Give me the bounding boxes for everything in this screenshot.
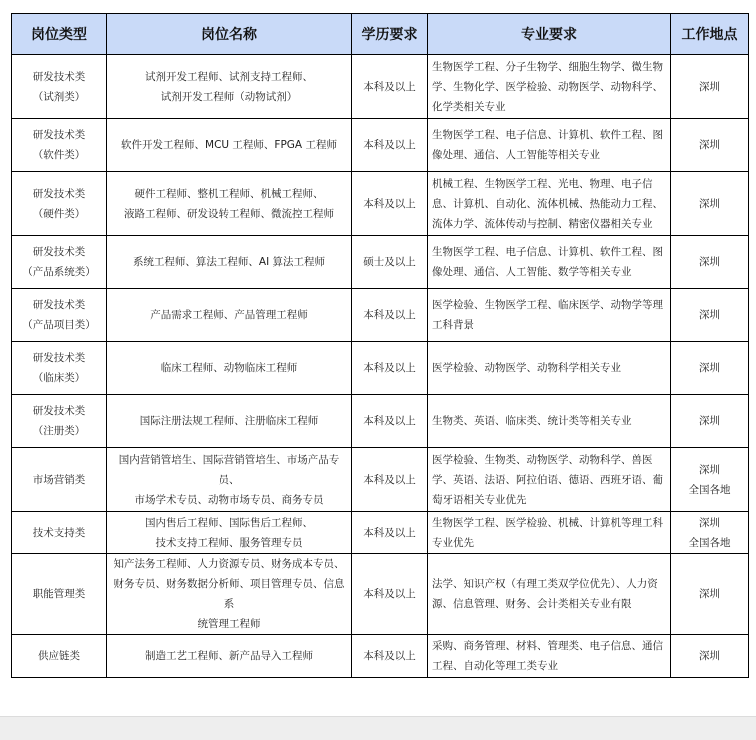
cell-education: 本科及以上 bbox=[352, 342, 428, 395]
table-row bbox=[12, 635, 749, 678]
cell-job-type-line: （软件类） bbox=[32, 149, 86, 161]
cell-major-line: 专业优先 bbox=[432, 536, 474, 549]
cell-job-name-line: 国内营销管培生、国际营销管培生、市场产品专员、 bbox=[118, 453, 340, 486]
cell-education: 本科及以上 bbox=[352, 289, 428, 342]
bottom-scroll-bar[interactable] bbox=[0, 716, 756, 740]
cell-job-type bbox=[12, 448, 107, 512]
cell-job-type-line: （注册类） bbox=[32, 425, 86, 437]
cell-major-line: 采购、商务管理、材料、管理类、电子信息、通信 bbox=[432, 640, 663, 652]
cell-location bbox=[671, 172, 749, 236]
cell-job-type bbox=[12, 635, 107, 678]
cell-major-line: 工科背景 bbox=[432, 319, 474, 331]
cell-job-name-line: 软件开发工程师、MCU 工程师、FPGA 工程师 bbox=[121, 139, 337, 151]
cell-location-line: 深圳 bbox=[699, 588, 720, 600]
cell-location bbox=[671, 236, 749, 289]
table-row bbox=[12, 512, 749, 554]
cell-location bbox=[671, 395, 749, 448]
cell-job-name bbox=[107, 172, 352, 236]
cell-location-line: 全国各地 bbox=[688, 536, 731, 549]
cell-major bbox=[428, 289, 671, 342]
cell-job-type-line: （临床类） bbox=[32, 372, 86, 384]
cell-job-type bbox=[12, 554, 107, 635]
cell-job-name-line: 国际注册法规工程师、注册临床工程师 bbox=[139, 415, 319, 427]
header-job-type: 岗位类型 bbox=[12, 14, 107, 55]
cell-major-line: 学、英语、法语、阿拉伯语、德语、西班牙语、葡 bbox=[432, 473, 663, 486]
cell-job-type bbox=[12, 236, 107, 289]
cell-major-line: 生物医学工程、电子信息、计算机、软件工程、图 bbox=[432, 129, 663, 141]
cell-major-line: 像处理、通信、人工智能等相关专业 bbox=[432, 149, 600, 161]
cell-education: 本科及以上 bbox=[352, 512, 428, 554]
cell-major bbox=[428, 448, 671, 512]
cell-education: 本科及以上 bbox=[352, 448, 428, 512]
cell-job-type bbox=[12, 342, 107, 395]
cell-major-line: 法学、知识产权（有理工类双学位优先）、人力资 bbox=[432, 578, 658, 590]
cell-job-name bbox=[107, 119, 352, 172]
table-row bbox=[12, 395, 749, 448]
table-row bbox=[12, 342, 749, 395]
cell-location-line: 深圳 bbox=[699, 139, 720, 151]
cell-job-type bbox=[12, 512, 107, 554]
cell-education: 本科及以上 bbox=[352, 554, 428, 635]
job-requirements-table bbox=[11, 13, 749, 678]
cell-job-name-line: 硬件工程师、整机工程师、机械工程师、 bbox=[134, 187, 324, 200]
cell-location-line: 全国各地 bbox=[688, 483, 731, 496]
cell-job-type-line: 研发技术类 bbox=[32, 352, 86, 364]
cell-major-line: 生物医学工程、电子信息、计算机、软件工程、图 bbox=[432, 246, 663, 258]
cell-major-line: 生物类、英语、临床类、统计类等相关专业 bbox=[432, 415, 632, 427]
cell-location-line: 深圳 bbox=[699, 256, 720, 268]
cell-job-name-line: 液路工程师、研发设转工程师、微流控工程师 bbox=[124, 207, 334, 220]
cell-job-name bbox=[107, 55, 352, 119]
cell-major bbox=[428, 172, 671, 236]
cell-job-type-line: 研发技术类 bbox=[32, 405, 86, 417]
table-row bbox=[12, 119, 749, 172]
cell-major-line: 化学类相关专业 bbox=[432, 100, 506, 113]
cell-major bbox=[428, 635, 671, 678]
cell-location-line: 深圳 bbox=[699, 80, 720, 93]
cell-location bbox=[671, 55, 749, 119]
cell-education: 本科及以上 bbox=[352, 119, 428, 172]
header-job-name: 岗位名称 bbox=[107, 14, 352, 55]
cell-job-name-line: 市场学术专员、动物市场专员、商务专员 bbox=[134, 493, 324, 506]
cell-job-type bbox=[12, 55, 107, 119]
cell-job-type bbox=[12, 395, 107, 448]
cell-major-line: 医学检验、生物医学工程、临床医学、动物学等理 bbox=[432, 299, 663, 311]
cell-education: 硕士及以上 bbox=[352, 236, 428, 289]
cell-job-type-line: 职能管理类 bbox=[32, 588, 86, 600]
cell-job-name-line: 临床工程师、动物临床工程师 bbox=[160, 362, 298, 374]
cell-location bbox=[671, 119, 749, 172]
cell-job-name-line: 试剂开发工程师（动物试剂） bbox=[160, 90, 298, 103]
cell-location-line: 深圳 bbox=[699, 362, 720, 374]
cell-major-line: 源、信息管理、财务、会计类相关专业有限 bbox=[432, 598, 632, 610]
cell-location bbox=[671, 289, 749, 342]
cell-job-type-line: 研发技术类 bbox=[32, 70, 86, 83]
cell-major-line: 息、计算机、自动化、流体机械、热能动力工程、 bbox=[432, 197, 663, 210]
cell-major-line: 像处理、通信、人工智能、数学等相关专业 bbox=[432, 266, 632, 278]
cell-job-name-line: 统管理工程师 bbox=[197, 618, 261, 630]
header-education: 学历要求 bbox=[352, 14, 428, 55]
cell-education: 本科及以上 bbox=[352, 395, 428, 448]
cell-job-name-line: 制造工艺工程师、新产品导入工程师 bbox=[145, 650, 313, 662]
cell-location-line: 深圳 bbox=[699, 463, 720, 476]
cell-job-name-line: 财务专员、财务数据分析师、项目管理专员、信息系 bbox=[113, 578, 345, 610]
cell-job-type-line: 研发技术类 bbox=[32, 299, 86, 311]
table-row bbox=[12, 236, 749, 289]
cell-job-name-line: 知产法务工程师、人力资源专员、财务成本专员、 bbox=[113, 558, 345, 570]
cell-job-type-line: 研发技术类 bbox=[32, 129, 86, 141]
cell-job-name bbox=[107, 635, 352, 678]
cell-major bbox=[428, 512, 671, 554]
cell-location-line: 深圳 bbox=[699, 309, 720, 321]
cell-location-line: 深圳 bbox=[699, 415, 720, 427]
cell-job-type-line: （产品项目类） bbox=[22, 319, 96, 331]
cell-job-name bbox=[107, 395, 352, 448]
cell-major-line: 生物医学工程、医学检验、机械、计算机等理工科 bbox=[432, 516, 663, 529]
cell-job-name-line: 技术支持工程师、服务管理专员 bbox=[155, 536, 303, 549]
cell-job-type-line: （试剂类） bbox=[32, 90, 86, 103]
cell-location bbox=[671, 448, 749, 512]
cell-location-line: 深圳 bbox=[699, 197, 720, 210]
cell-job-name bbox=[107, 289, 352, 342]
table-header-row bbox=[12, 14, 749, 55]
table-body bbox=[12, 55, 749, 678]
cell-education: 本科及以上 bbox=[352, 635, 428, 678]
cell-location bbox=[671, 342, 749, 395]
cell-major bbox=[428, 554, 671, 635]
cell-job-name bbox=[107, 512, 352, 554]
cell-major bbox=[428, 236, 671, 289]
cell-major-line: 流体力学、流体传动与控制、精密仪器相关专业 bbox=[432, 217, 653, 230]
cell-job-name bbox=[107, 342, 352, 395]
cell-major-line: 机械工程、生物医学工程、光电、物理、电子信 bbox=[432, 177, 653, 190]
cell-education: 本科及以上 bbox=[352, 55, 428, 119]
table-row bbox=[12, 172, 749, 236]
header-major: 专业要求 bbox=[428, 14, 671, 55]
cell-job-type-line: 技术支持类 bbox=[32, 526, 86, 539]
cell-job-name-line: 系统工程师、算法工程师、AI 算法工程师 bbox=[132, 256, 326, 268]
cell-location bbox=[671, 512, 749, 554]
cell-location bbox=[671, 554, 749, 635]
cell-major bbox=[428, 119, 671, 172]
cell-job-name bbox=[107, 554, 352, 635]
cell-job-type-line: 研发技术类 bbox=[32, 187, 86, 200]
cell-major-line: 医学检验、生物类、动物医学、动物科学、兽医 bbox=[432, 453, 653, 466]
cell-major-line: 工程、自动化等理工类专业 bbox=[432, 660, 558, 672]
cell-major-line: 学、生物化学、医学检验、动物医学、动物科学、 bbox=[432, 80, 663, 93]
cell-job-type-line: （硬件类） bbox=[32, 207, 86, 220]
cell-major bbox=[428, 55, 671, 119]
table-row bbox=[12, 289, 749, 342]
header-location: 工作地点 bbox=[671, 14, 749, 55]
cell-location-line: 深圳 bbox=[699, 516, 720, 529]
cell-major-line: 医学检验、动物医学、动物科学相关专业 bbox=[432, 362, 621, 374]
cell-job-name-line: 试剂开发工程师、试剂支持工程师、 bbox=[145, 70, 313, 83]
cell-job-type-line: （产品系统类） bbox=[22, 266, 96, 278]
table-row bbox=[12, 554, 749, 635]
cell-education: 本科及以上 bbox=[352, 172, 428, 236]
cell-job-type bbox=[12, 172, 107, 236]
cell-job-type bbox=[12, 289, 107, 342]
cell-major bbox=[428, 342, 671, 395]
cell-job-type-line: 市场营销类 bbox=[32, 473, 86, 486]
cell-job-type bbox=[12, 119, 107, 172]
cell-location-line: 深圳 bbox=[699, 650, 720, 662]
table-row bbox=[12, 55, 749, 119]
cell-job-name bbox=[107, 236, 352, 289]
cell-job-name bbox=[107, 448, 352, 512]
cell-major-line: 萄牙语相关专业优先 bbox=[432, 493, 527, 506]
cell-job-type-line: 研发技术类 bbox=[32, 246, 86, 258]
cell-job-name-line: 国内售后工程师、国际售后工程师、 bbox=[145, 516, 313, 529]
cell-location bbox=[671, 635, 749, 678]
cell-job-type-line: 供应链类 bbox=[38, 650, 80, 662]
table-row bbox=[12, 448, 749, 512]
cell-major-line: 生物医学工程、分子生物学、细胞生物学、微生物 bbox=[432, 60, 663, 73]
cell-job-name-line: 产品需求工程师、产品管理工程师 bbox=[150, 309, 308, 321]
cell-major bbox=[428, 395, 671, 448]
